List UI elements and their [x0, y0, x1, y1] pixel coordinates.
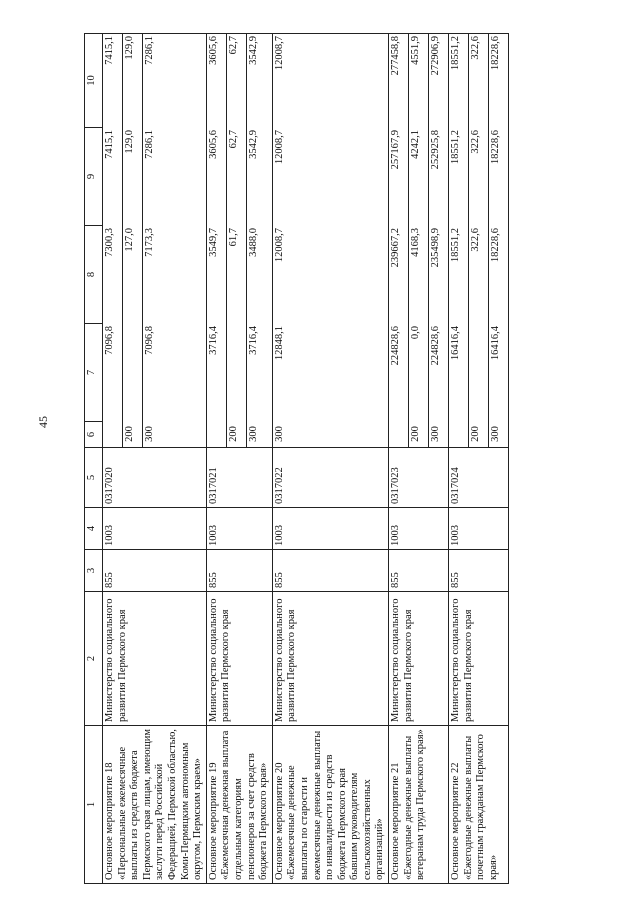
amount-col-7: 7096,8 — [103, 323, 123, 421]
amounts-cell — [206, 34, 272, 448]
amount-col-9: 62,7 — [226, 127, 246, 225]
amount-line — [409, 33, 429, 447]
amount-col-7: 7096,8 — [144, 326, 155, 355]
amount-line — [389, 33, 409, 447]
amounts-subtable — [103, 33, 162, 447]
amount-col-10: 322,6 — [469, 33, 489, 127]
header-col-2: 2 — [85, 592, 103, 726]
amount-col-9: 322,6 — [469, 127, 489, 225]
amounts-cell — [389, 34, 449, 448]
grbs-cell: 855 — [272, 550, 388, 592]
target-code-cell: 0317022 — [272, 448, 388, 508]
amount-col-8: 7300,3 — [103, 225, 123, 323]
amounts-cell — [449, 34, 509, 448]
header-col-8: 8 — [85, 226, 103, 324]
amounts-subtable — [449, 33, 508, 447]
amount-line — [489, 33, 509, 447]
expense-type-cell — [449, 421, 469, 447]
target-code-cell: 0317021 — [206, 448, 272, 508]
page-number: 45 — [36, 416, 50, 428]
amount-col-10: 12008,7 — [273, 36, 285, 71]
executor-cell: Министерство социального развития Пермского края — [103, 592, 207, 726]
measure-cell: Основное мероприятие 19 «Ежемесячная денежная выплата отдельным категориям пенсионеров за счет средств бюджета Пермского края» — [206, 726, 272, 884]
measure-cell: Основное мероприятие 21 «Ежегодные денежные выплаты ветеранам труда Пермского края» — [389, 726, 449, 884]
amounts-subtable — [273, 33, 292, 447]
amount-line — [469, 33, 489, 447]
amount-line — [429, 33, 449, 447]
rotated-table-area — [84, 34, 604, 884]
measure-cell: Основное мероприятие 22 «Ежегодные денежные выплаты почетным гражданам Пермского края» — [449, 726, 509, 884]
grbs-cell: 855 — [389, 550, 449, 592]
table-row — [272, 34, 388, 884]
amounts-cell — [103, 34, 207, 448]
amount-col-9: 3542,9 — [247, 130, 259, 159]
amount-col-8: 3549,7 — [207, 225, 227, 323]
header-col-1: 1 — [85, 726, 103, 884]
amount-col-7: 12848,1 — [273, 326, 285, 361]
expense-type-cell — [103, 421, 123, 447]
header-col-6: 6 — [85, 422, 103, 448]
measure-cell: Основное мероприятие 18 «Персональные ежемесячные выплаты из средств бюджета Пермского края лицам, имеющим заслуги перед Российской Федерацией, Пермской областью, Коми-Пермяцким автономным округом, Пермским краем» — [103, 726, 207, 884]
expense-type-cell: 300 — [490, 426, 502, 442]
amount-line — [103, 33, 123, 447]
amount-col-8: 18228,6 — [490, 228, 502, 263]
amount-col-9: 18551,2 — [449, 127, 469, 225]
amount-col-7 — [469, 323, 489, 421]
table-row — [103, 34, 207, 884]
header-col-4: 4 — [85, 508, 103, 550]
amount-col-8: 12008,7 — [273, 228, 285, 263]
table-row — [449, 34, 509, 884]
amount-line — [449, 33, 469, 447]
amount-col-7: 3716,4 — [207, 323, 227, 421]
amount-col-10: 62,7 — [226, 33, 246, 127]
budget-table — [84, 33, 509, 884]
target-code-cell: 0317023 — [389, 448, 449, 508]
amount-col-9: 7415,1 — [103, 127, 123, 225]
section-cell: 1003 — [272, 508, 388, 550]
amount-col-10: 7286,1 — [144, 36, 155, 65]
amounts-cell — [272, 34, 388, 448]
section-cell: 1003 — [389, 508, 449, 550]
expense-type-cell: 300 — [273, 426, 285, 442]
amount-col-7: 3716,4 — [247, 326, 259, 355]
amount-col-8: 61,7 — [226, 225, 246, 323]
amount-col-9: 129,0 — [123, 127, 143, 225]
table-row — [389, 34, 449, 884]
expense-type-cell — [389, 421, 409, 447]
amount-line — [123, 33, 143, 447]
measure-cell: Основное мероприятие 20 «Ежемесячные денежные выплаты по старости и ежемесячные денежные выплаты по инвалидности из средств бюджета Пермского края бывшим руководителям сельскохозяйственных организаций» — [272, 726, 388, 884]
expense-type-cell: 300 — [430, 426, 442, 442]
amount-col-10: 277458,8 — [389, 33, 409, 127]
amount-line — [273, 33, 292, 447]
amount-col-8: 322,6 — [469, 225, 489, 323]
expense-type-cell: 300 — [247, 426, 259, 442]
header-row — [85, 34, 103, 884]
target-code-cell: 0317020 — [103, 448, 207, 508]
amount-col-9: 252925,8 — [430, 130, 442, 170]
table-body — [103, 34, 509, 884]
amount-col-7: 0,0 — [409, 323, 429, 421]
amount-line — [207, 33, 227, 447]
section-cell: 1003 — [449, 508, 509, 550]
amount-line — [246, 33, 266, 447]
amount-line — [226, 33, 246, 447]
amount-col-8: 3488,0 — [247, 228, 259, 257]
header-col-3: 3 — [85, 550, 103, 592]
amount-col-7: 16416,4 — [449, 323, 469, 421]
amount-col-8: 235498,9 — [430, 228, 442, 268]
amount-col-10: 18228,6 — [490, 36, 502, 71]
amounts-subtable — [389, 33, 448, 447]
amount-col-10: 7415,1 — [103, 33, 123, 127]
executor-cell: Министерство социального развития Пермского края — [206, 592, 272, 726]
header-col-7: 7 — [85, 324, 103, 422]
grbs-cell: 855 — [103, 550, 207, 592]
amount-col-9: 7286,1 — [144, 130, 155, 159]
amount-col-8: 18551,2 — [449, 225, 469, 323]
amount-col-7 — [226, 323, 246, 421]
amount-col-10: 4551,9 — [409, 33, 429, 127]
header-col-10: 10 — [85, 34, 103, 128]
expense-type-cell: 200 — [226, 421, 246, 447]
amount-col-9: 3605,6 — [207, 127, 227, 225]
table-row — [206, 34, 272, 884]
amounts-subtable — [207, 33, 266, 447]
amount-col-7: 16416,4 — [490, 326, 502, 361]
amount-col-10: 3542,9 — [247, 36, 259, 65]
grbs-cell: 855 — [449, 550, 509, 592]
amount-col-9: 12008,7 — [273, 130, 285, 165]
amount-col-8: 127,0 — [123, 225, 143, 323]
amount-col-10: 3605,6 — [207, 33, 227, 127]
amount-col-9: 18228,6 — [490, 130, 502, 165]
amount-col-10: 272906,9 — [430, 36, 442, 76]
header-col-5: 5 — [85, 448, 103, 508]
amount-col-9: 4242,1 — [409, 127, 429, 225]
amount-col-8: 239667,2 — [389, 225, 409, 323]
amount-col-7 — [123, 323, 143, 421]
amount-col-10: 129,0 — [123, 33, 143, 127]
amount-col-8: 4168,3 — [409, 225, 429, 323]
expense-type-cell: 300 — [144, 426, 155, 442]
expense-type-cell: 200 — [469, 421, 489, 447]
section-cell: 1003 — [206, 508, 272, 550]
expense-type-cell: 200 — [409, 421, 429, 447]
executor-cell: Министерство социального развития Пермского края — [449, 592, 509, 726]
target-code-cell: 0317024 — [449, 448, 509, 508]
header-col-9: 9 — [85, 128, 103, 226]
expense-type-cell: 200 — [123, 421, 143, 447]
amount-col-9: 257167,9 — [389, 127, 409, 225]
executor-cell: Министерство социального развития Пермского края — [389, 592, 449, 726]
grbs-cell: 855 — [206, 550, 272, 592]
section-cell: 1003 — [103, 508, 207, 550]
executor-cell: Министерство социального развития Пермского края — [272, 592, 388, 726]
amount-col-8: 7173,3 — [144, 228, 155, 257]
amount-line — [143, 33, 163, 447]
amount-col-7: 224828,6 — [389, 323, 409, 421]
expense-type-cell — [207, 421, 227, 447]
amount-col-10: 18551,2 — [449, 33, 469, 127]
amount-col-7: 224828,6 — [430, 326, 442, 366]
